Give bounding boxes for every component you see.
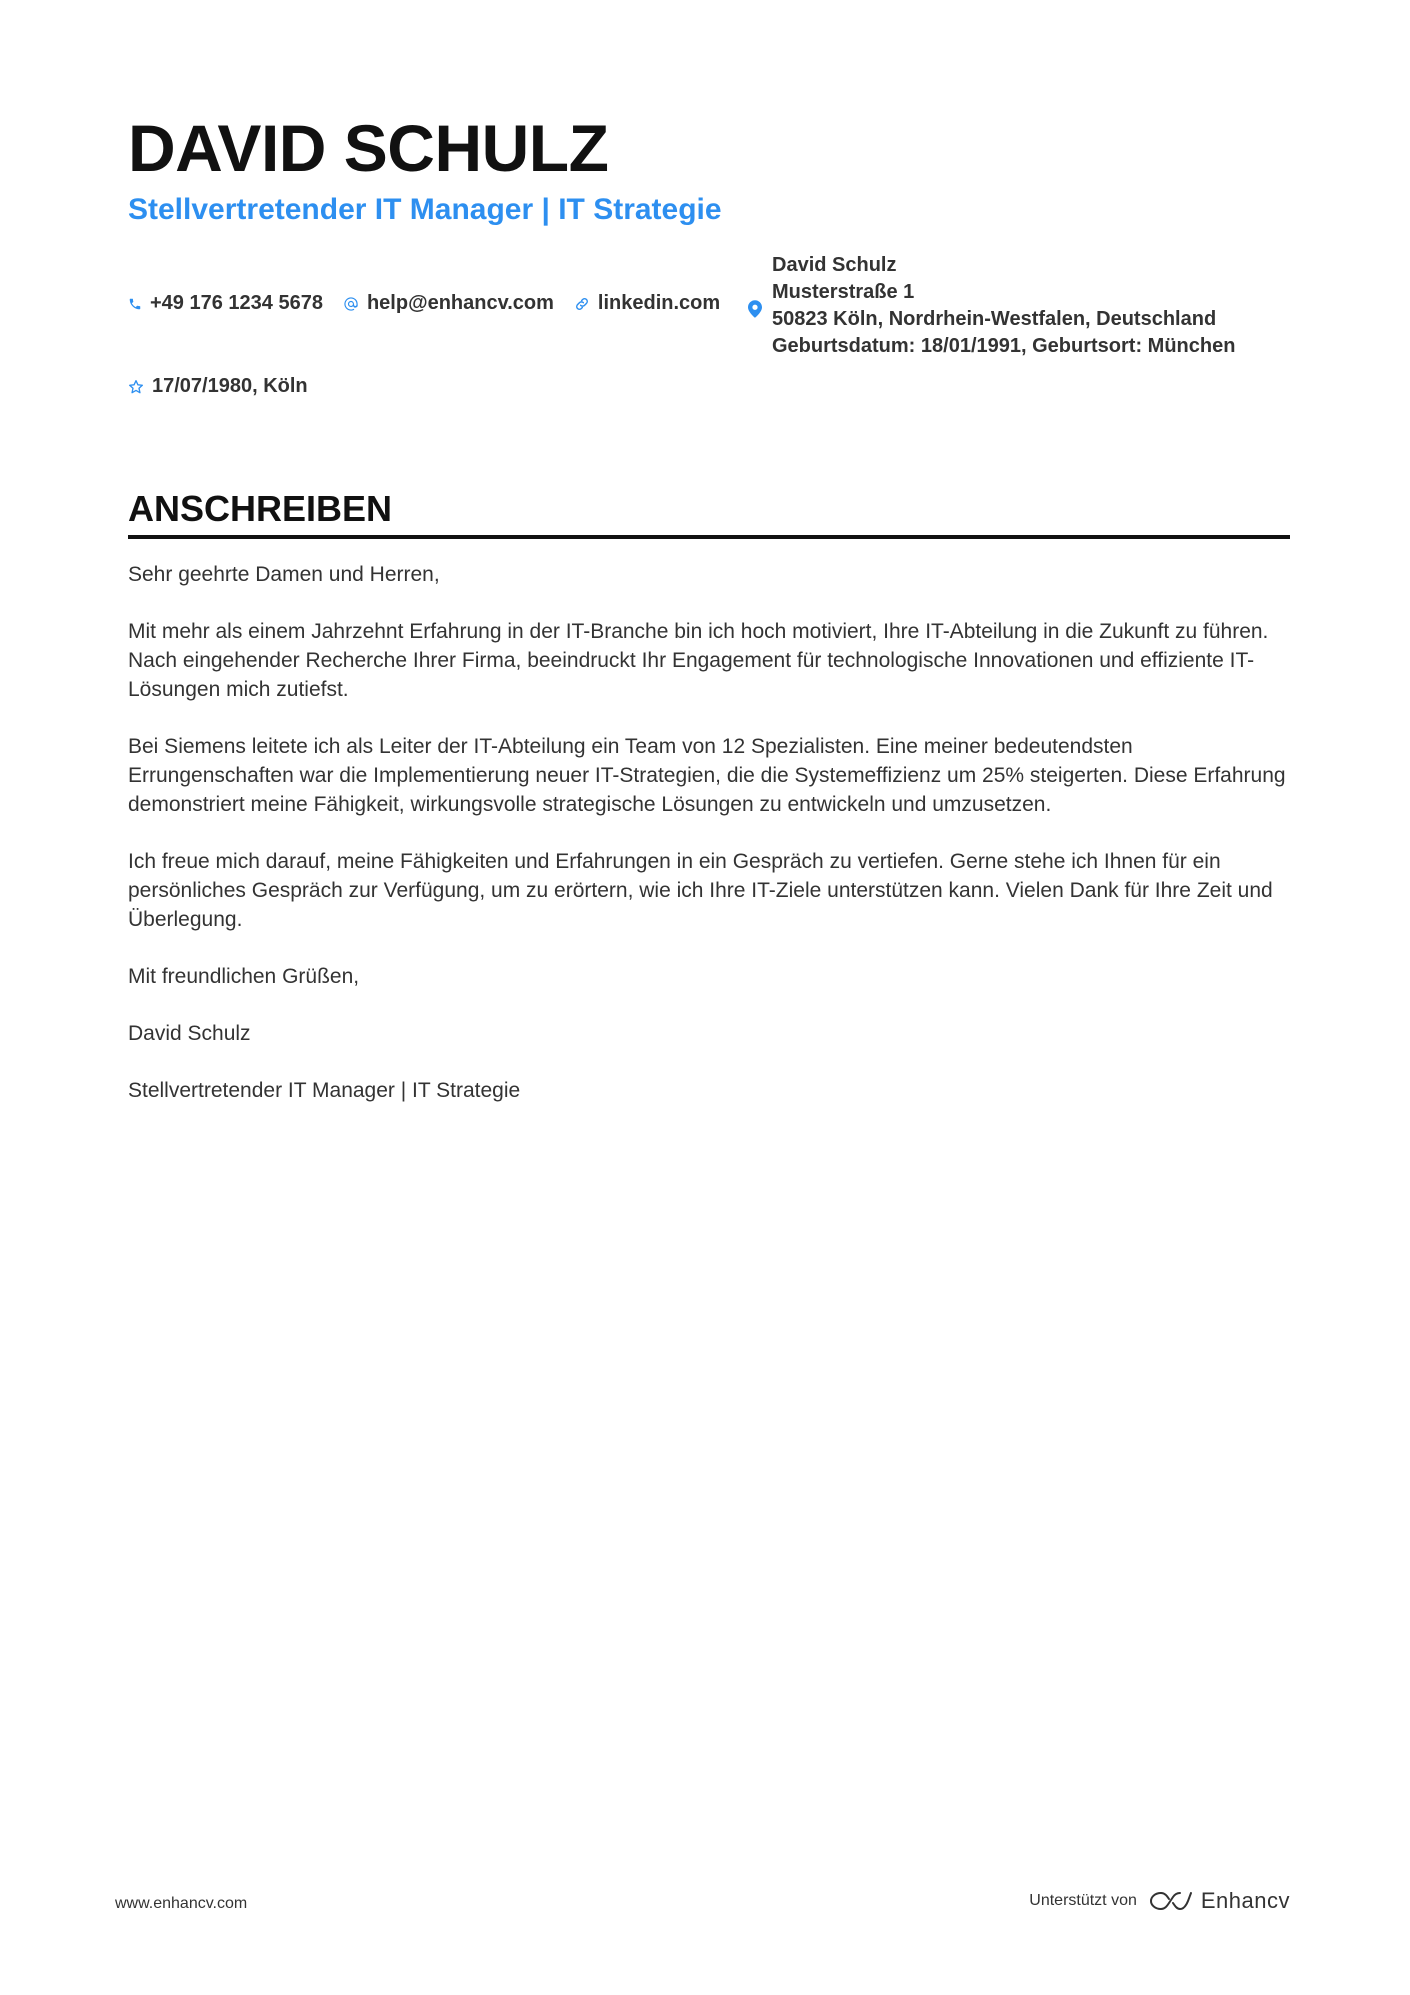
linkedin-text: linkedin.com [597, 292, 721, 314]
contact-phone [128, 292, 323, 315]
at-icon [343, 296, 359, 312]
letter-signature-name: David Schulz [128, 1022, 251, 1045]
contact-row [128, 292, 740, 315]
star-icon [128, 379, 144, 395]
address-line: David Schulz [772, 254, 897, 276]
address-block [748, 252, 1235, 360]
letter-closing: Mit freundlichen Grüßen, [128, 965, 360, 988]
powered-by-label: Unterstützt von [1029, 1892, 1137, 1909]
phone-text: +49 176 1234 5678 [150, 292, 323, 314]
contact-linkedin[interactable] [574, 292, 720, 315]
letter-paragraph: Mit mehr als einem Jahrzehnt Erfahrung in der IT-Branche bin ich hoch motiviert, Ihre IT-Abteilung in die Zukunft zu führen. Nach eingehender Recherche Ihrer Firma, beeindruckt Ihr Engagement für technologische Innovationen und effiziente IT-Lösungen mich zutiefst. [128, 620, 1269, 701]
enhancv-logo-icon [1149, 1890, 1193, 1912]
location-pin-icon [748, 300, 762, 318]
footer-website[interactable]: www.enhancv.com [115, 1895, 248, 1912]
section-title: ANSCHREIBEN [128, 487, 1290, 539]
phone-icon [128, 297, 142, 311]
candidate-name: DAVID SCHULZ [128, 111, 609, 185]
letter-body [128, 560, 1290, 1133]
enhancv-brand: Enhancv [1200, 1888, 1290, 1913]
letter-paragraph: Bei Siemens leitete ich als Leiter der IT-Abteilung ein Team von 12 Spezialisten. Eine meiner bedeutendsten Errungenschaften war die Implementierung neuer IT-Strategien, die die Systemeffizienz um 25% steigerten. Diese Erfahrung demonstriert meine Fähigkeit, wirkungsvolle strategische Lösungen zu entwickeln und umzusetzen. [128, 735, 1286, 816]
footer-branding [1029, 1888, 1290, 1914]
address-line: 50823 Köln, Nordrhein-Westfalen, Deutschland [772, 308, 1217, 330]
letter-salutation: Sehr geehrte Damen und Herren, [128, 563, 440, 586]
candidate-title: Stellvertretender IT Manager | IT Strategie [128, 193, 722, 226]
address-lines [772, 252, 1235, 360]
letter-signature-title: Stellvertretender IT Manager | IT Strategie [128, 1079, 521, 1102]
contact-email[interactable] [343, 292, 554, 315]
letter-paragraph: Ich freue mich darauf, meine Fähigkeiten und Erfahrungen in ein Gespräch zu vertiefen. Gerne stehe ich Ihnen für ein persönliches Gespräch zur Verfügung, um zu erörtern, wie ich Ihre IT-Ziele unterstützen kann. Vielen Dank für Ihre Zeit und Überlegung. [128, 850, 1273, 931]
birth-text: 17/07/1980, Köln [152, 375, 308, 397]
address-line: Musterstraße 1 [772, 281, 915, 303]
email-text: help@enhancv.com [366, 292, 554, 314]
link-icon [574, 296, 590, 312]
birth-info [128, 375, 308, 398]
address-line: Geburtsdatum: 18/01/1991, Geburtsort: München [772, 335, 1236, 357]
